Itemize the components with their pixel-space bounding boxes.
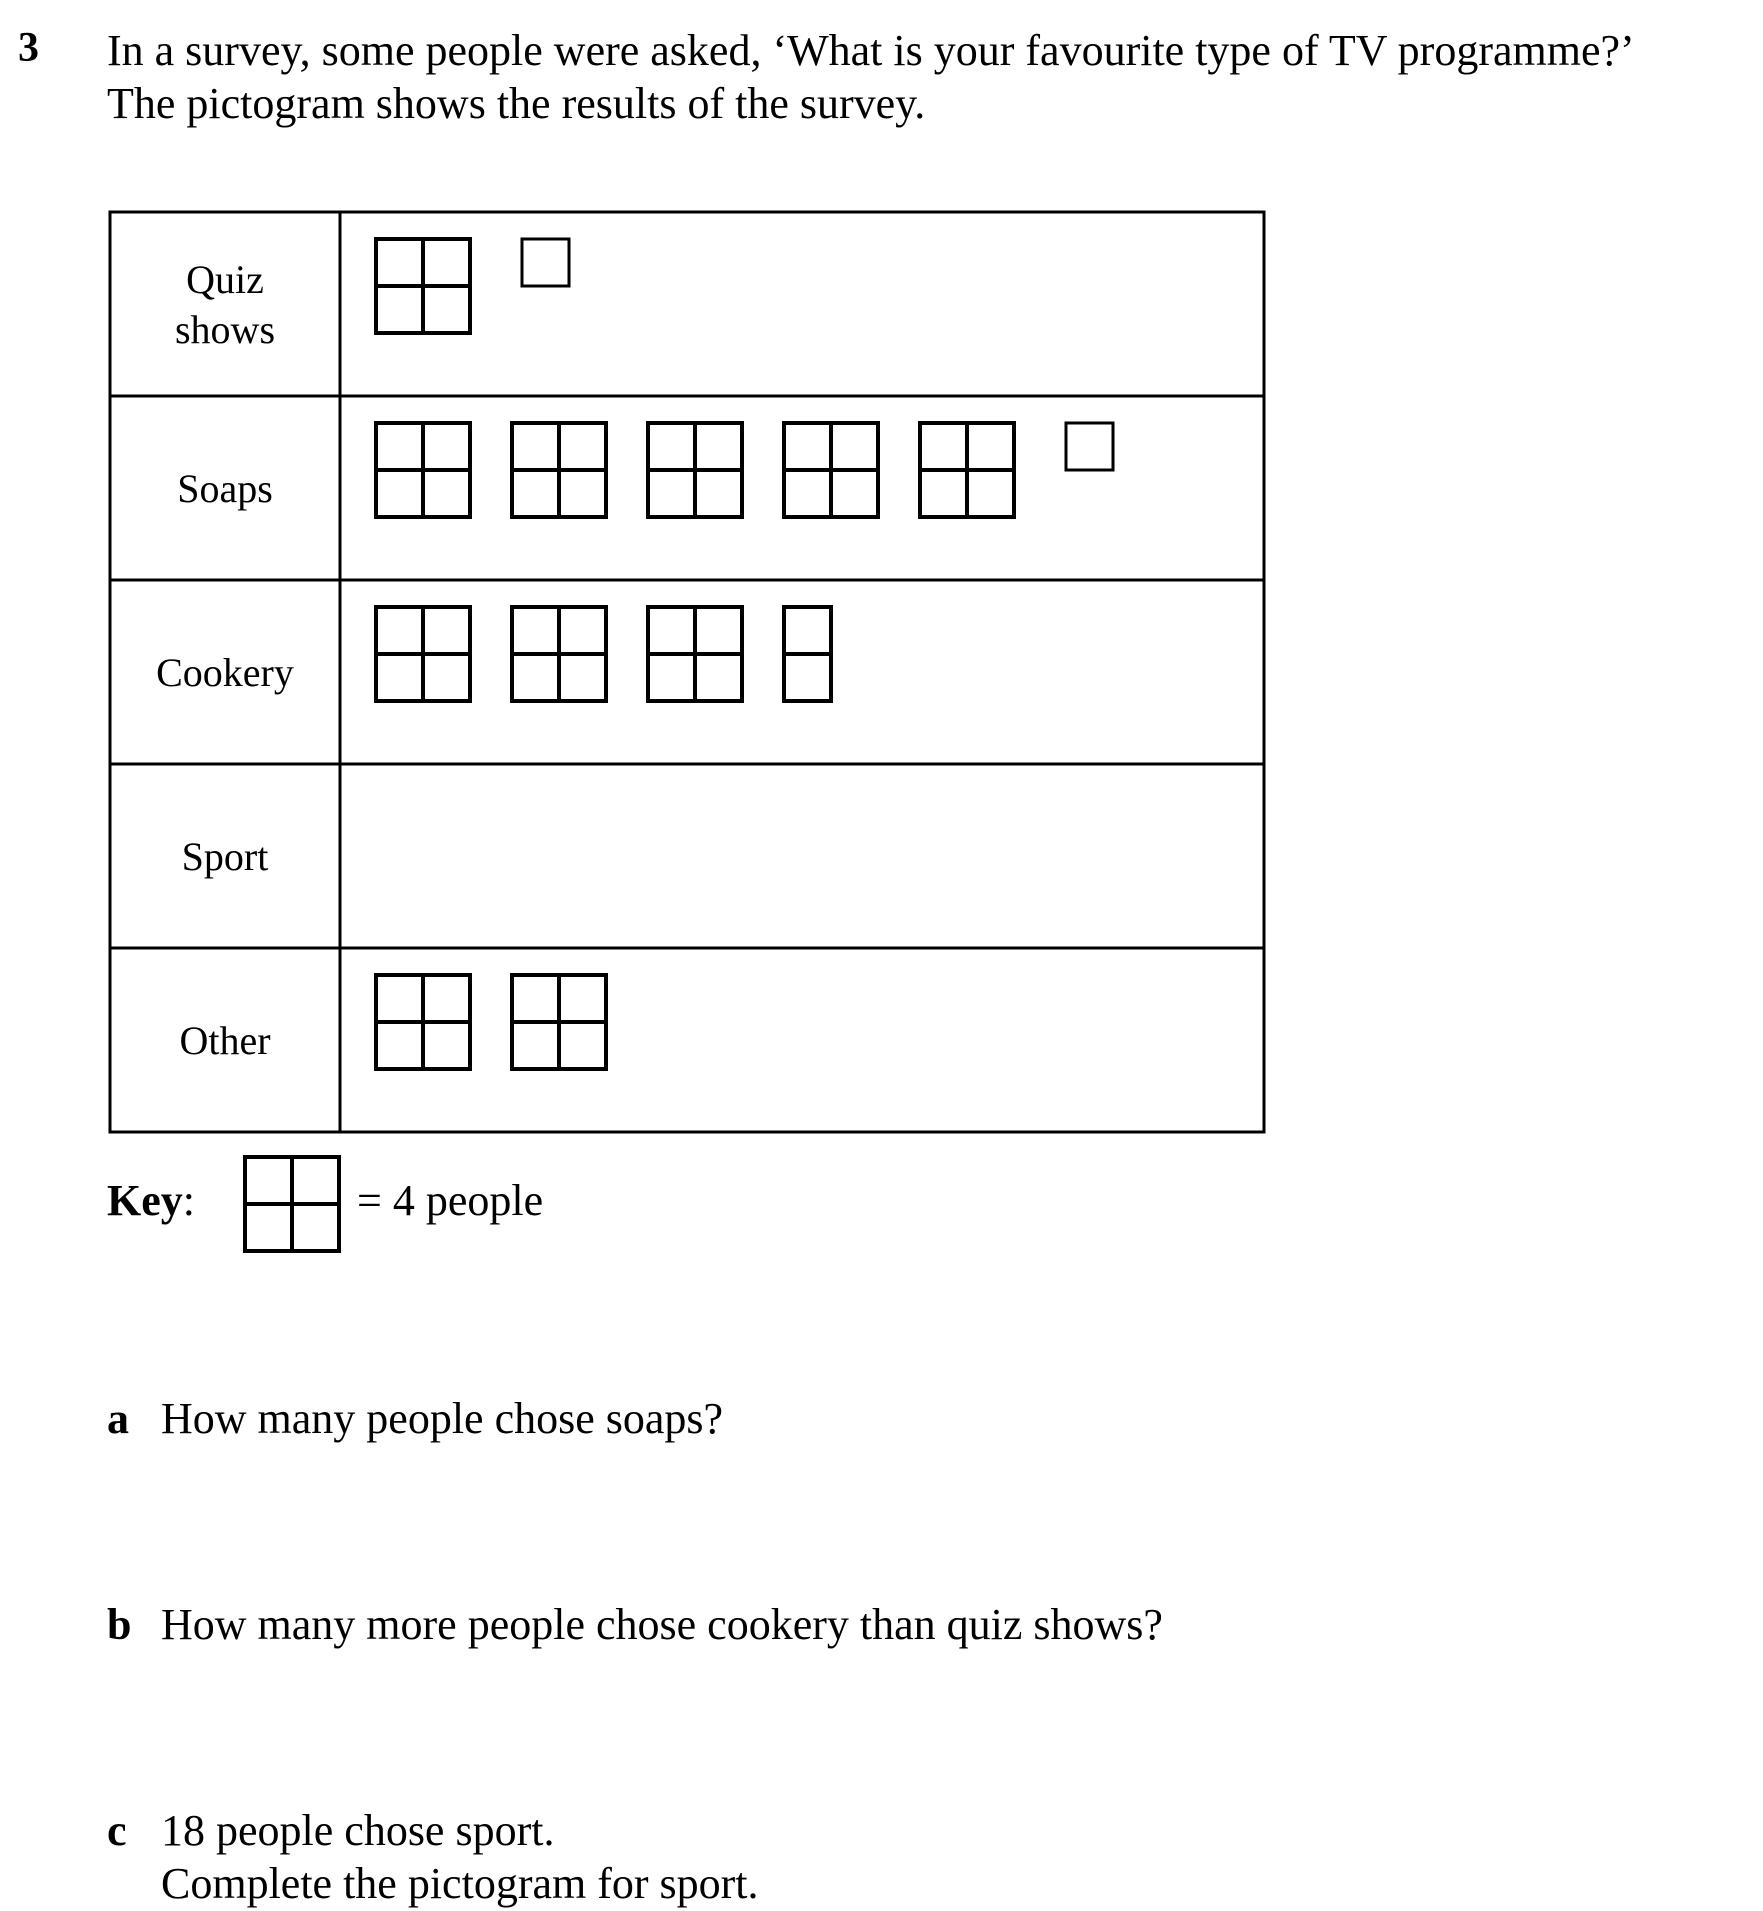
- category-label: Cookery: [156, 650, 294, 695]
- category-label: Soaps: [177, 466, 273, 511]
- intro-line-1: In a survey, some people were asked, ‘What is your favourite type of TV programme?’: [107, 26, 1635, 75]
- part-c-line-1: 18 people chose sport.: [161, 1806, 555, 1855]
- part-b-letter: b: [107, 1600, 132, 1649]
- part-c-line-2: Complete the pictogram for sport.: [161, 1859, 759, 1908]
- part-a-text: How many people chose soaps?: [161, 1394, 724, 1443]
- intro-line-2: The pictogram shows the results of the survey.: [107, 79, 926, 128]
- part-c-letter: c: [107, 1806, 127, 1855]
- category-label: shows: [174, 307, 276, 352]
- key-label: Key:: [107, 1176, 195, 1225]
- part-c-text: [161, 1804, 759, 1910]
- category-label: Quiz: [186, 257, 264, 302]
- part-b-text: How many more people chose cookery than quiz shows?: [161, 1600, 1163, 1649]
- question-number: 3: [18, 25, 39, 71]
- category-label: Other: [179, 1018, 271, 1063]
- pictogram-key: [107, 1155, 707, 1255]
- quarter-symbol: [1066, 423, 1113, 470]
- quarter-symbol: [522, 239, 569, 286]
- key-symbol: [243, 1155, 343, 1255]
- key-text: = 4 people: [357, 1176, 544, 1225]
- category-label: Sport: [181, 834, 269, 879]
- part-a-letter: a: [107, 1394, 129, 1443]
